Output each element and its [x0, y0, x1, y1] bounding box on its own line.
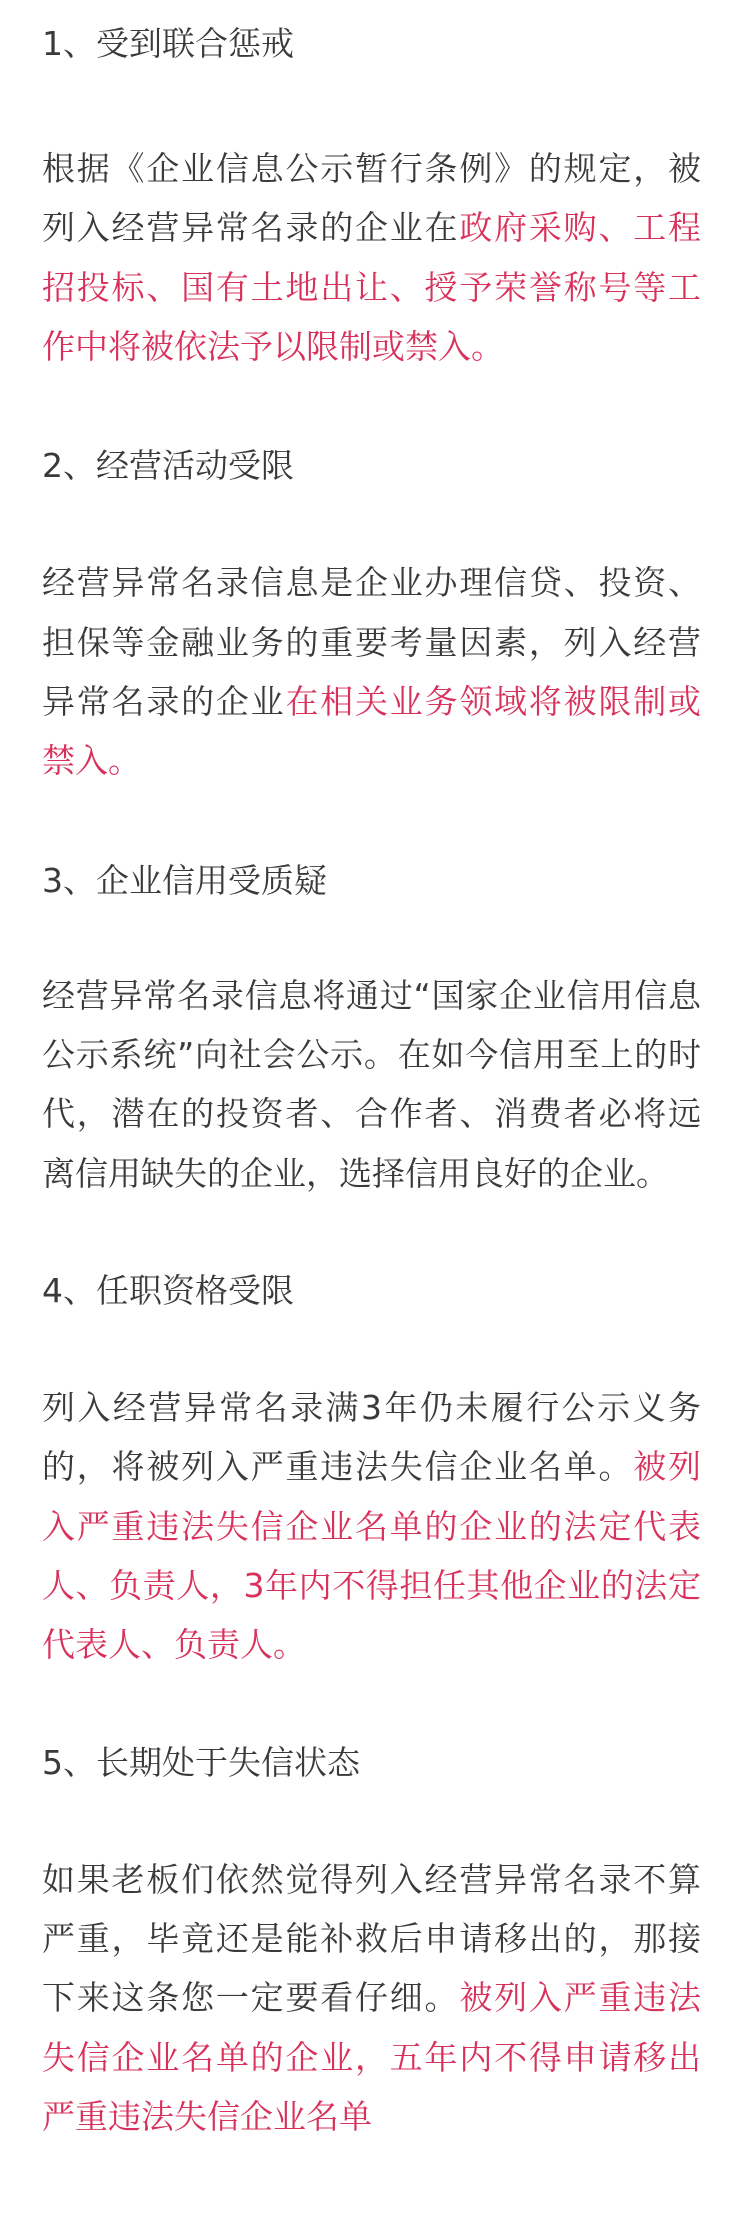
highlighted-text: 在相关业务领域将被限制或禁入。: [42, 681, 702, 781]
section-heading-4: 4、任职资格受限: [42, 1271, 294, 1311]
section-heading-3: 3、企业信用受质疑: [42, 860, 327, 900]
highlighted-text: 政府采购、工程招投标、国有土地出让、授予荣誉称号等工作中将被依法予以限制或禁入。: [42, 208, 702, 366]
paragraph-text: 如果老板们依然觉得列入经营异常名录不算严重，毕竟还是能补救后申请移出的，那接下来这条您一定要看仔细。: [42, 1859, 701, 2018]
highlighted-text: 被列入严重违法失信企业名单的企业，五年内不得申请移出严重违法失信企业名单: [42, 1978, 702, 2137]
section-heading-5: 5、长期处于失信状态: [42, 1742, 360, 1782]
section-paragraph-1: [42, 139, 701, 377]
paragraph-text: 根据《企业信息公示暂行条例》的规定，被列入经营异常名录的企业在: [42, 148, 701, 248]
section-paragraph-2: [42, 553, 701, 791]
article-body: [0, 18, 743, 2147]
paragraph-text: 列入经营异常名录满3年仍未履行公示义务的，将被列入严重违法失信企业名单。: [42, 1387, 701, 1487]
highlighted-text: 被列入严重违法失信企业名单的企业的法定代表人、负责人，3年内不得担任其他企业的法定代表人、负责人。: [42, 1447, 702, 1665]
section-paragraph-5: [42, 1850, 701, 2147]
paragraph-text: 经营异常名录信息将通过“国家企业信用信息公示系统”向社会公示。在如今信用至上的时代，潜在的投资者、合作者、消费者必将远离信用缺失的企业，选择信用良好的企业。: [42, 975, 701, 1193]
section-paragraph-3: [42, 966, 701, 1204]
section-heading-1: 1、受到联合惩戒: [42, 24, 294, 63]
paragraph-text: 经营异常名录信息是企业办理信贷、投资、担保等金融业务的重要考量因素，列入经营异常名录的企业: [42, 563, 701, 721]
section-heading-2: 2、经营活动受限: [42, 446, 294, 486]
section-paragraph-4: [42, 1378, 701, 1675]
